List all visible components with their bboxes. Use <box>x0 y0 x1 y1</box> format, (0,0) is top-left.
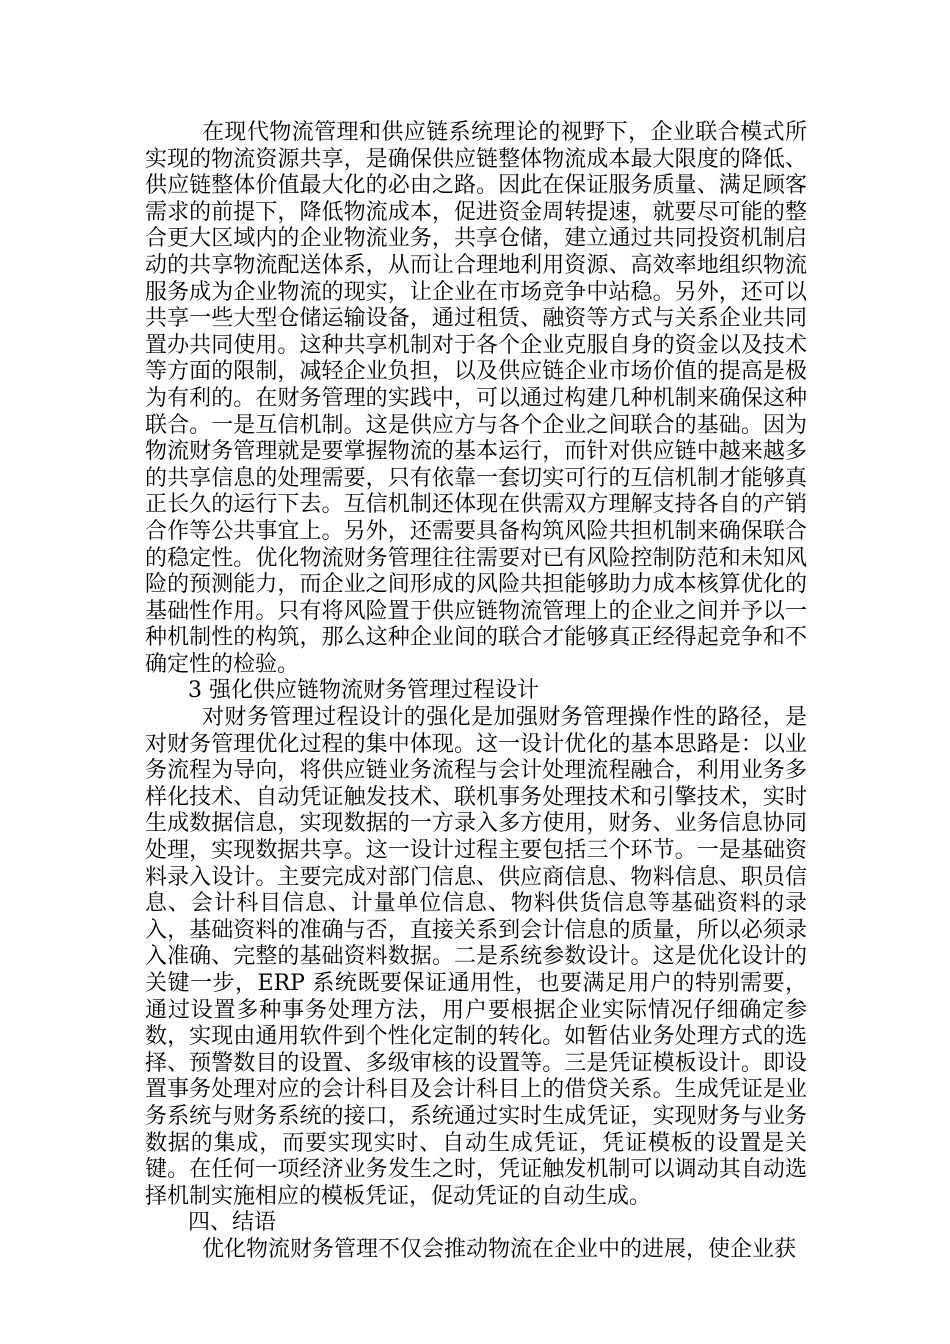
body-text <box>145 120 807 1264</box>
section-heading-conclusion: 四、结语 <box>188 1210 277 1236</box>
paragraph-process-design: 对财务管理过程设计的强化是加强财务管理操作性的路径，是对财务管理优化过程的集中体现。这一设计优化的基本思路是：以业务流程为导向，将供应链业务流程与会计处理流程融合，利用业务多样化技术、自动凭证触发技术、联机事务处理技术和引擎技术，实时生成数据信息，实现数据的一方录入多方使用，财务、业务信息协同处理，实现数据共享。这一设计过程主要包括三个环节。一是基础资料录入设计。主要完成对部门信息、供应商信息、物料信息、职员信息、会计科目信息、计量单位信息、物料供货信息等基础资料的录入，基础资料的准确与否，直接关系到会计信息的质量，所以必须录入准确、完整的基础资料数据。二是系统参数设计。这是优化设计的关键一步，ERP 系统既要保证通用性，也要满足用户的特别需要，通过设置多种事务处理方法，用户要根据企业实际情况仔细确定参数，实现由通用软件到个性化定制的转化。如暂估业务处理方式的选择、预警数目的设置、多级审核的设置等。三是凭证模板设计。即设置事务处理对应的会计科目及会计科目上的借贷关系。生成凭证是业务系统与财务系统的接口，系统通过实时生成凭证，实现财务与业务数据的集成，而要实现实时、自动生成凭证，凭证模板的设置是关键。在任何一项经济业务发生之时，凭证触发机制可以调动其自动选择机制实施相应的模板凭证，促动凭证的自动生成。 <box>145 705 807 1209</box>
paragraph-resource-sharing: 在现代物流管理和供应链系统理论的视野下，企业联合模式所实现的物流资源共享，是确保供应链整体物流成本最大限度的降低、供应链整体价值最大化的必由之路。因此在保证服务质量、满足顾客需求的前提下，降低物流成本，促进资金周转提速，就要尽可能的整合更大区域内的企业物流业务，共享仓储，建立通过共同投资机制启动的共享物流配送体系，从而让合理地利用资源、高效率地组织物流服务成为企业物流的现实，让企业在市场竞争中站稳。另外，还可以共享一些大型仓储运输设备，通过租赁、融资等方式与关系企业共同置办共同使用。这种共享机制对于各个企业克服自身的资金以及技术等方面的限制，减轻企业负担，以及供应链企业市场价值的提高是极为有利的。在财务管理的实践中，可以通过构建几种机制来确保这种联合。一是互信机制。这是供应方与各个企业之间联合的基础。因为物流财务管理就是要掌握物流的基本运行，而针对供应链中越来越多的共享信息的处理需要，只有依靠一套切实可行的互信机制才能够真正长久的运行下去。互信机制还体现在供需双方理解支持各自的产销合作等公共事宜上。另外，还需要具备构筑风险共担机制来确保联合的稳定性。优化物流财务管理往往需要对已有风险控制防范和未知风险的预测能力，而企业之间形成的风险共担能够助力成本核算优化的基础性作用。只有将风险置于供应链物流管理上的企业之间并予以一种机制性的构筑，那么这种企业间的联合才能够真正经得起竞争和不确定性的检验。 <box>145 120 807 677</box>
paragraph-conclusion: 优化物流财务管理不仅会推动物流在企业中的进展，使企业获 <box>202 1236 797 1262</box>
section-heading-3: 3 强化供应链物流财务管理过程设计 <box>188 678 539 704</box>
